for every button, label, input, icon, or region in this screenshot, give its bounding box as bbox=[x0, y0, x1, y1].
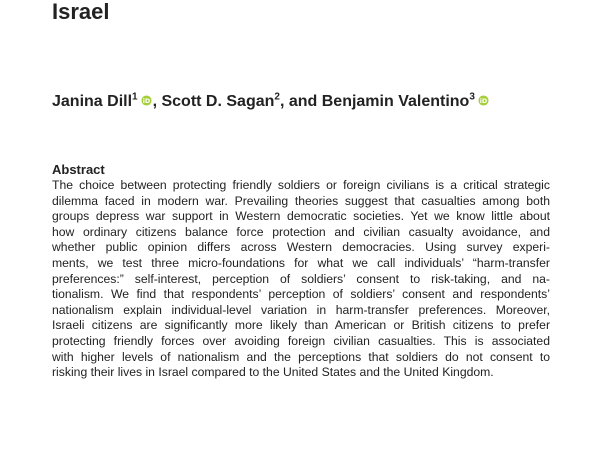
abstract-body bbox=[52, 178, 550, 381]
abstract-line: The choice between protecting friendly soldiers or foreign civilians is a critical strategic bbox=[52, 178, 550, 192]
author-benjamin-valentino bbox=[322, 93, 490, 110]
author-name: Scott D. Sagan bbox=[161, 93, 275, 110]
abstract-line: groups depress war support in Western democratic societies. Yet we know little about bbox=[52, 209, 550, 224]
author-scott-sagan bbox=[161, 93, 321, 110]
author-separator: , and bbox=[279, 93, 322, 110]
abstract-line: protecting friendly forces over avoiding foreign civilian casualties. This is associated bbox=[52, 333, 550, 348]
author-name: Benjamin Valentino bbox=[321, 93, 470, 110]
author-list bbox=[52, 92, 490, 112]
abstract-line: preferences:” self-interest, perception of soldiers’ consent to risk-taking, and na- bbox=[52, 271, 550, 286]
svg-text:iD: iD bbox=[479, 97, 488, 106]
paper-title bbox=[52, 0, 592, 24]
orcid-icon[interactable] bbox=[478, 95, 489, 106]
abstract-line: whether public opinion differs across Western democracies. Using survey experi- bbox=[52, 240, 550, 255]
abstract-line: ments, we test three micro-foundations for what we call individuals’ “harm-transfer bbox=[52, 255, 550, 270]
author-name: Janina Dill bbox=[52, 93, 133, 110]
abstract-line: how ordinary citizens balance force protection and civilian casualty avoidance, and bbox=[52, 224, 550, 239]
abstract-line: dilemma faced in modern war. Prevailing theories suggest that casualties among both bbox=[52, 193, 550, 208]
author-separator: , bbox=[152, 93, 162, 110]
abstract-line: with higher levels of nationalism and the perceptions that soldiers do not consent to bbox=[52, 349, 550, 364]
abstract-line: tionalism. We find that respondents’ perception of soldiers’ consent and respondents’ bbox=[52, 287, 550, 302]
affiliation-marker: 1 bbox=[132, 91, 138, 103]
abstract-line: risking their lives in Israel compared to the United States and the United Kingdom. bbox=[52, 365, 494, 380]
svg-text:iD: iD bbox=[142, 97, 150, 106]
title-line: Israel bbox=[52, 0, 110, 24]
affiliation-marker: 3 bbox=[469, 91, 475, 103]
affiliation-marker: 2 bbox=[274, 91, 280, 103]
abstract-line: nationalism explain individual-level variation in harm-transfer preferences. Moreover, bbox=[52, 302, 550, 317]
abstract-line: Israeli citizens are significantly more likely than American or British citizens to prefer bbox=[52, 318, 550, 333]
abstract-heading: Abstract bbox=[52, 162, 105, 177]
orcid-icon[interactable] bbox=[141, 95, 152, 106]
author-janina-dill bbox=[52, 93, 161, 110]
